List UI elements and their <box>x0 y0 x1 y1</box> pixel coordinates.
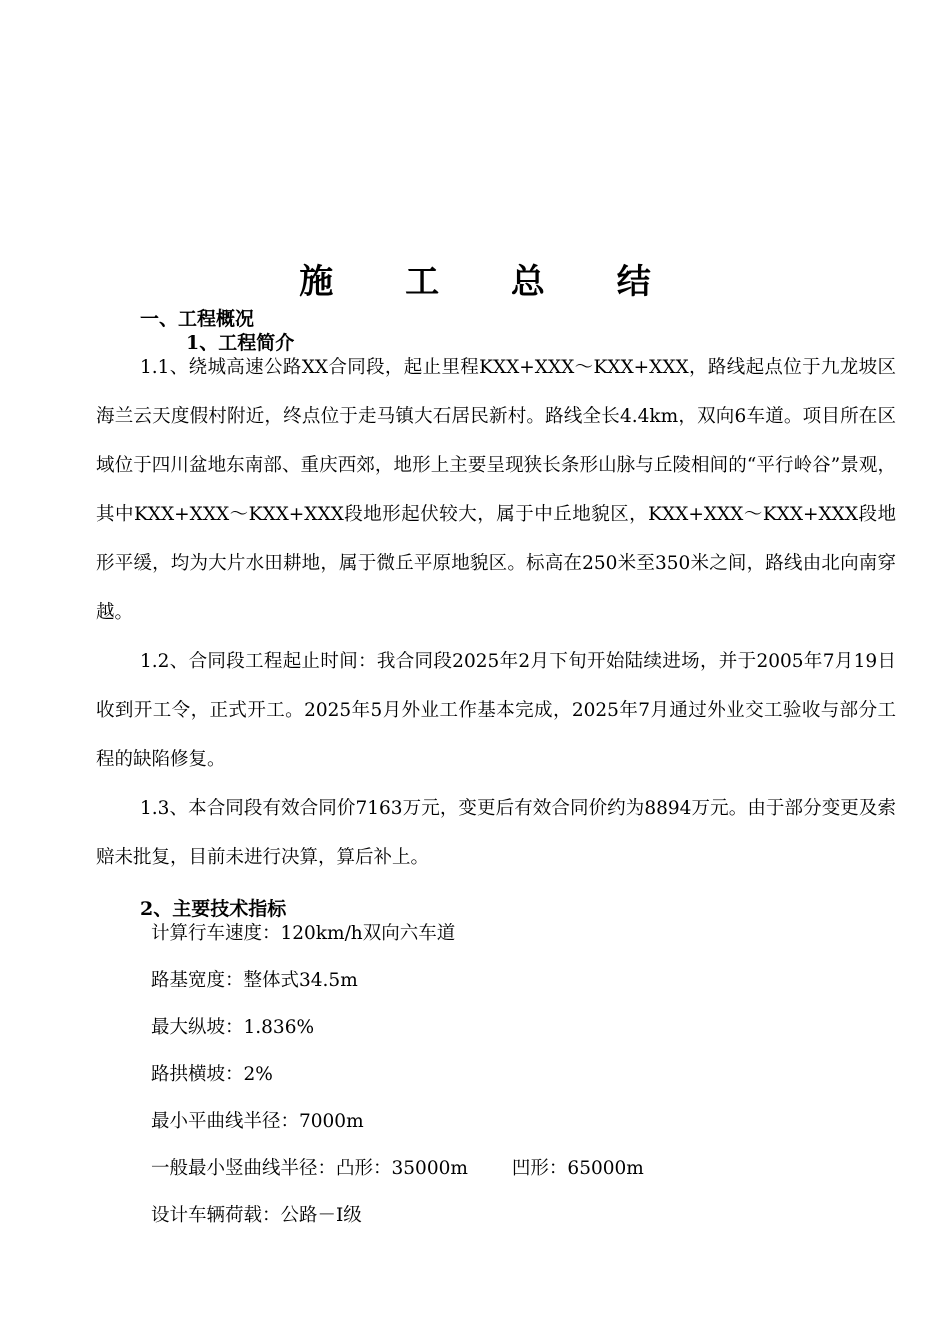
vertical-curve-convex: 凸形：35000m <box>336 1158 468 1179</box>
paragraph-1-2: 1.2、合同段工程起止时间：我合同段2025年2月下旬开始陆续进场，并于2005年7月19日收到开工令，正式开工。2025年5月外业工作基本完成，2025年7月通过外业交工验收与部分工程的缺陷修复。 <box>96 651 896 770</box>
document-title: 施 工 总 结 <box>299 262 681 302</box>
subsection-heading-specs: 2、主要技术指标 <box>140 898 287 920</box>
spec-design-speed: 计算行车速度：120km/h双向六车道 <box>151 923 456 944</box>
spec-list <box>151 910 644 1239</box>
spec-min-curve-radius: 最小平曲线半径：7000m <box>151 1111 364 1132</box>
paragraph-1-3: 1.3、本合同段有效合同价7163万元，变更后有效合同价约为8894万元。由于部分变更及索赔未批复，目前未进行决算，算后补上。 <box>96 798 896 868</box>
spec-subgrade-width: 路基宽度：整体式34.5m <box>151 970 358 991</box>
section-heading-overview: 一、工程概况 <box>140 308 255 330</box>
spec-crown-slope: 路拱横坡：2% <box>151 1064 273 1085</box>
vertical-curve-label: 一般最小竖曲线半径： <box>151 1158 337 1179</box>
spec-vertical-curve <box>151 1145 644 1192</box>
spec-vehicle-load: 设计车辆荷载：公路－I级 <box>151 1205 362 1226</box>
spec-max-grade: 最大纵坡：1.836% <box>151 1017 315 1038</box>
subsection-heading-intro: 1、工程简介 <box>186 332 295 354</box>
vertical-curve-concave: 凹形：65000m <box>511 1158 644 1179</box>
paragraph-1-1: 1.1、绕城高速公路XX合同段，起止里程KXX+XXX～KXX+XXX，路线起点位于九龙坡区海兰云天度假村附近，终点位于走马镇大石居民新村。路线全长4.4km，双向6车道。项目所在区域位于四川盆地东南部、重庆西郊，地形上主要呈现狭长条形山脉与丘陵相间的“平行岭谷”景观，其中KXX+XXX～KXX+XXX段地形起伏较大，属于中丘地貌区，KXX+XXX～KXX+XXX段地形平缓，均为大片水田耕地，属于微丘平原地貌区。标高在250米至350米之间，路线由北向南穿越。 <box>96 357 896 623</box>
